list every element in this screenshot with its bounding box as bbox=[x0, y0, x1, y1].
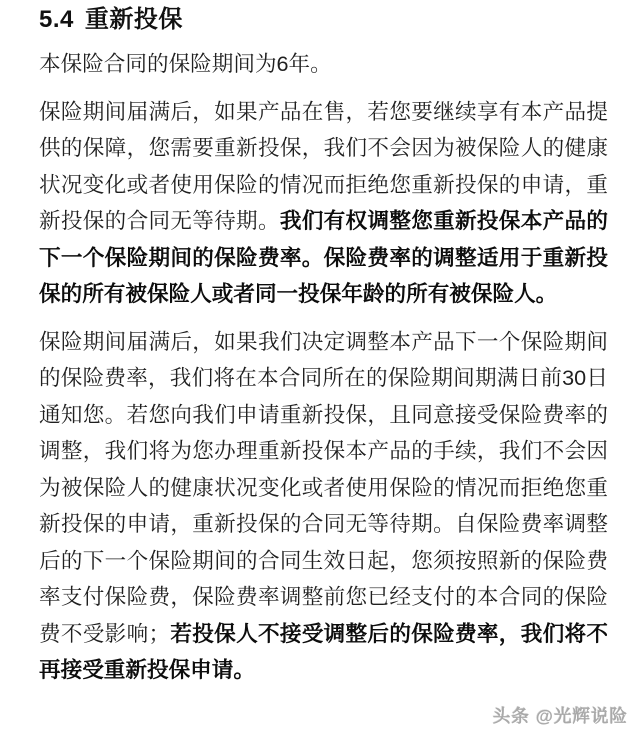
watermark-brand: 头条 bbox=[492, 706, 530, 726]
section-heading bbox=[39, 5, 608, 35]
watermark bbox=[493, 703, 628, 728]
section-title: 重新投保 bbox=[84, 6, 183, 33]
paragraph bbox=[39, 94, 608, 313]
paragraphs bbox=[39, 46, 608, 689]
emphasis-text: 若投保人不接受调整后的保险费率，我们将不再接受重新投保申请。 bbox=[39, 620, 608, 682]
emphasis-text: 我们有权调整您重新投保本产品的下一个保险期间的保险费率。保险费率的调整适用于重新投保的所有被保险人或者同一投保年龄的所有被保险人。 bbox=[39, 208, 608, 306]
section-number: 5.4 bbox=[39, 6, 74, 33]
paragraph bbox=[39, 46, 608, 83]
body-text: 本保险合同的保险期间为6年。 bbox=[39, 51, 332, 76]
body-text: 保险期间届满后，如果产品在售，若您要继续享有本产品提供的保障，您需要重新投保，我们不会因为被保险人的健康状况变化或者使用保险的情况而拒绝您重新投保的申请，重新投保的合同无等待期。 bbox=[39, 98, 608, 233]
paragraph bbox=[39, 324, 608, 689]
body-text: 保险期间届满后，如果我们决定调整本产品下一个保险期间的保险费率，我们将在本合同所在的保险期间期满日前30日通知您。若您向我们申请重新投保，且同意接受保险费率的调整，我们将为您办理重新投保本产品的手续，我们不会因为被保险人的健康状况变化或者使用保险的情况而拒绝您重新投保的申请，重新投保的合同无等待期。自保险费率调整后的下一个保险期间的合同生效日起，您须按照新的保险费率支付保险费，保险费率调整前您已经支付的本合同的保险费不受影响； bbox=[39, 328, 608, 646]
watermark-handle: @光辉说险 bbox=[535, 706, 628, 726]
